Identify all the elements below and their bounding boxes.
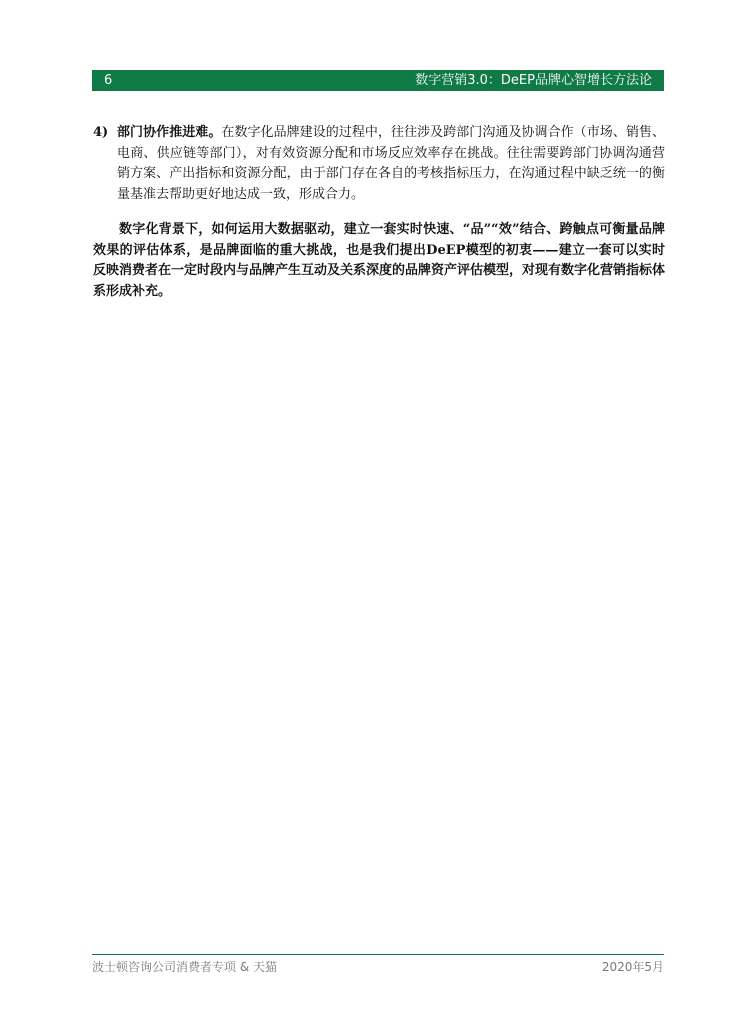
footer-source: 波士顿咨询公司消费者专项 & 天猫: [92, 960, 277, 974]
page-header: [92, 70, 664, 91]
list-item-text: 在数字化品牌建设的过程中，往往涉及跨部门沟通及协调合作（市场、销售、电商、供应链等部门），对有效资源分配和市场反应效率存在挑战。往往需要跨部门协调沟通营销方案、产出指标和资源分配，由于部门存在各自的考核指标压力，在沟通过程中缺乏统一的衡量基准去帮助更好地达成一致，形成合力。: [117, 125, 665, 202]
footer-date: 2020年5月: [601, 960, 664, 974]
list-item-body: [117, 123, 665, 205]
page-number: 6: [104, 73, 113, 88]
list-item-lead: 部门协作推进难。: [117, 125, 222, 140]
list-item: [93, 123, 665, 205]
list-marker: 4): [93, 125, 109, 140]
header-title: 数字营销3.0：DeEP品牌心智增长方法论: [415, 73, 652, 88]
footer-divider: [92, 954, 664, 955]
page-content: [93, 123, 665, 302]
summary-paragraph: 数字化背景下，如何运用大数据驱动，建立一套实时快速、“品”“效”结合、跨触点可衡量品牌效果的评估体系，是品牌面临的重大挑战，也是我们提出DeEP模型的初衷——建立一套可以实时反映消费者在一定时段内与品牌产生互动及关系深度的品牌资产评估模型，对现有数字化营销指标体系形成补充。: [93, 222, 666, 299]
